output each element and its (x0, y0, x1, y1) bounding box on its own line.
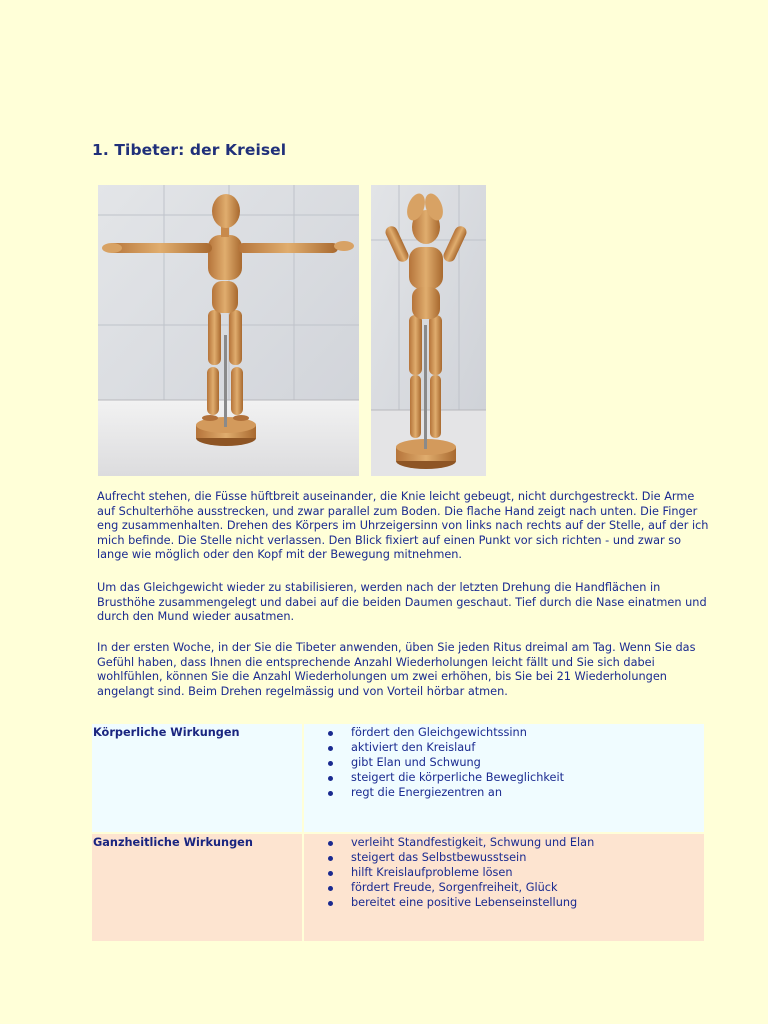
page-title: 1. Tibeter: der Kreisel (92, 141, 287, 159)
list-item: regt die Energiezentren an (328, 786, 704, 801)
list-item: hilft Kreislaufprobleme lösen (328, 866, 704, 881)
list-item: gibt Elan und Schwung (328, 756, 704, 771)
list-item: aktiviert den Kreislauf (328, 741, 704, 756)
list-item: steigert das Selbstbewusstsein (328, 851, 704, 866)
effects-label: Ganzheitliche Wirkungen (92, 834, 304, 941)
effects-row-koerperlich (92, 724, 704, 832)
paragraph-ausfuehrung: Aufrecht stehen, die Füsse hüftbreit auseinander, die Knie leicht gebeugt, nicht durchgestreckt. Die Arme auf Schulterhöhe ausstrecken, und zwar parallel zum Boden. Die flache Hand zeigt nach unten. Die Finger eng zusammenhalten. Drehen des Körpers im Uhrzeigersinn von links nach rechts auf der Stelle, auf der ich mich befinde. Die Stelle nicht verlassen. Den Blick fixiert auf einen Punkt vor sich richten - und zwar so lange wie möglich oder den Kopf mit der Bewegung mitnehmen. (97, 490, 709, 562)
list-item: verleiht Standfestigkeit, Schwung und Elan (328, 836, 704, 851)
effects-row-ganzheitlich (92, 834, 704, 941)
list-item: bereitet eine positive Lebenseinstellung (328, 896, 704, 911)
list-item: fördert den Gleichgewichtssinn (328, 726, 704, 741)
effects-label: Körperliche Wirkungen (92, 724, 304, 832)
paragraph-gleichgewicht: Um das Gleichgewicht wieder zu stabilisieren, werden nach der letzten Drehung die Handflächen in Brusthöhe zusammengelegt und dabei auf die beiden Daumen geschaut. Tief durch die Nase einatmen und durch den Mund wieder ausatmen. (97, 581, 707, 624)
effects-list-cell (304, 724, 704, 832)
effects-list (304, 726, 704, 801)
figur-haende-vor-gesicht-image (371, 185, 486, 476)
list-item: fördert Freude, Sorgenfreiheit, Glück (328, 881, 704, 896)
effects-list-cell (304, 834, 704, 941)
list-item: steigert die körperliche Beweglichkeit (328, 771, 704, 786)
effects-list (304, 836, 704, 911)
paragraph-wiederholungen: In der ersten Woche, in der Sie die Tibeter anwenden, üben Sie jeden Ritus dreimal am Tag. Wenn Sie das Gefühl haben, dass Ihnen die entsprechende Anzahl Wiederholungen leicht fällt und Sie sich dabei wohlfühlen, können Sie die Anzahl Wiederholungen um zwei erhöhen, bis Sie bei 21 Wiederholungen angelangt sind. Beim Drehen regelmässig und von Vorteil hörbar atmen. (97, 641, 696, 698)
figur-arme-ausgestreckt-image (98, 185, 359, 476)
